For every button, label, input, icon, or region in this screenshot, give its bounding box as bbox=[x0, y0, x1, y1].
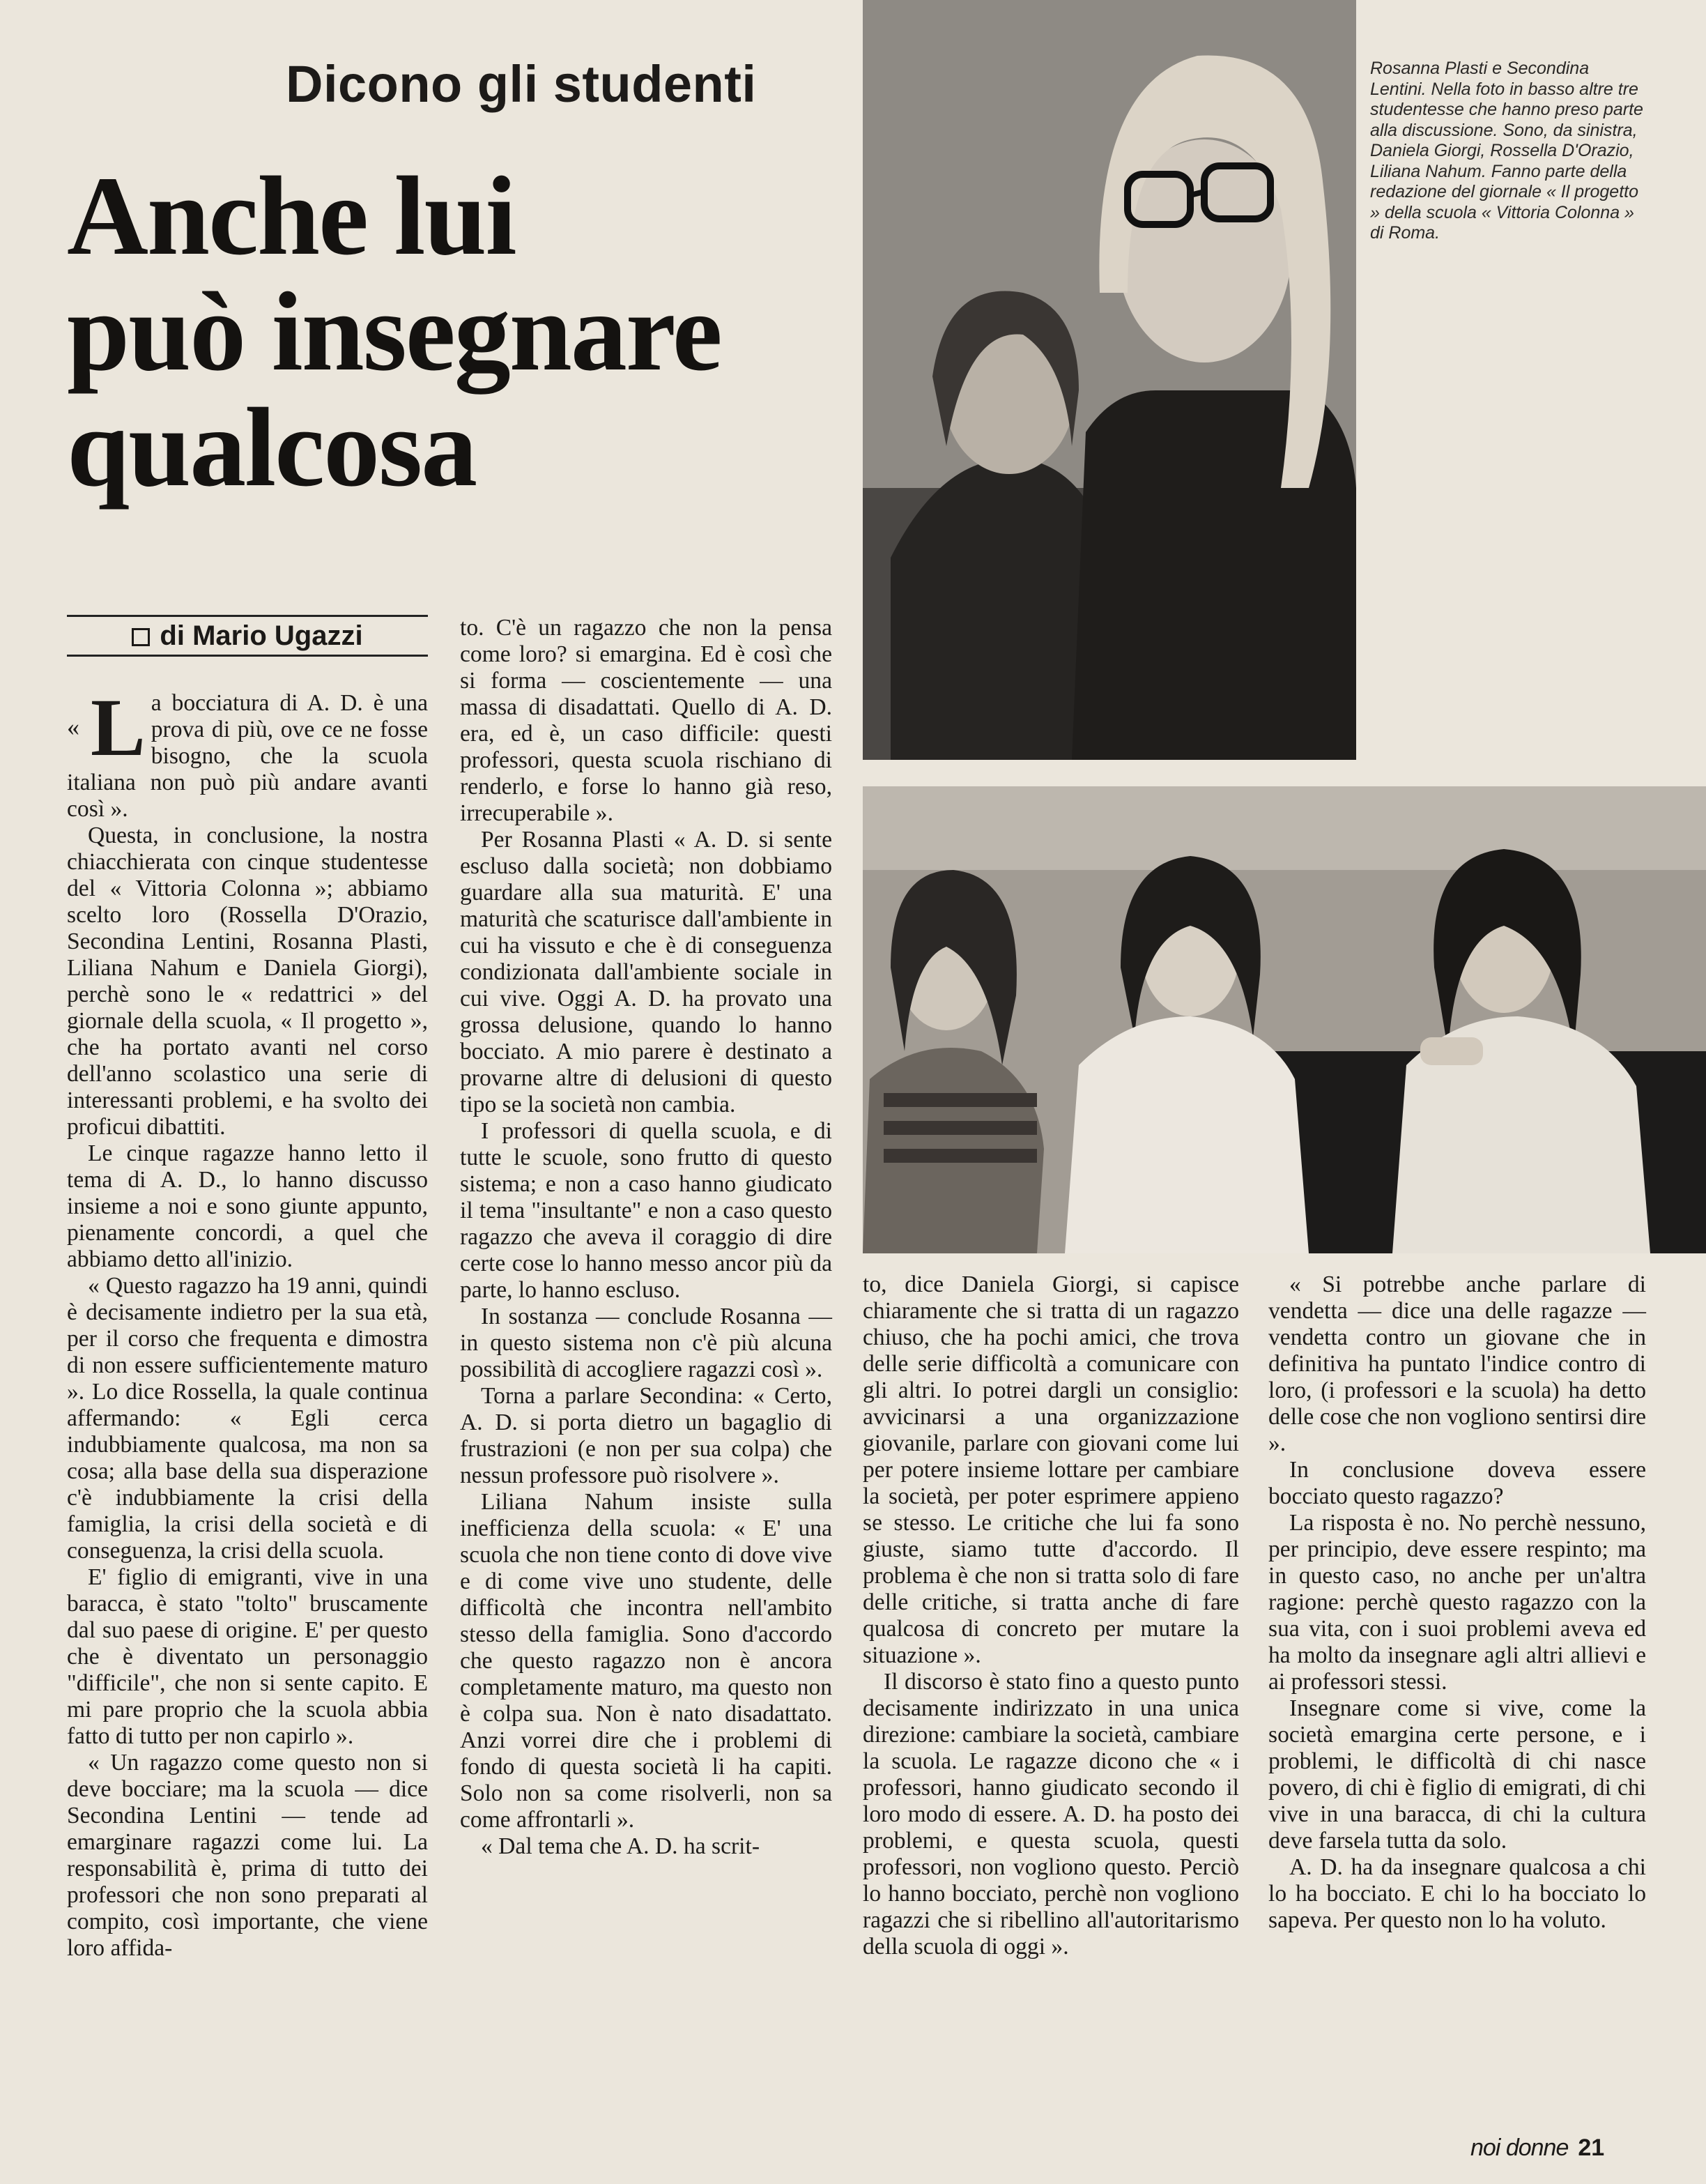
paragraph: Il discorso è stato fino a questo punto decisamente indirizzato in una unica direzione: cambiare la società, cambiare la scuola. Le ragazze dicono che « i professori, hanno giudicato secondo il loro modo di essere. A. D. ha posto dei problemi, e questa scuola, questi professori, non vogliono questo. Perciò lo hanno bocciato, perchè non vogliono ragazzi che si ribellino all'autoritarismo della scuola di oggi ». bbox=[863, 1669, 1239, 1960]
paragraph: « Questo ragazzo ha 19 anni, quindi è decisamente indietro per la sua età, per il corso che frequenta e dimostra di non essere sufficientemente maturo ». Lo dice Rossella, la quale continua affermando: « Egli cerca indubbiamente qualcosa, ma non sa cosa; alla base della sua disperazione c'è indubbiamente la crisi della famiglia, la crisi della società e di conseguenza, la crisi della scuola. bbox=[67, 1273, 428, 1564]
paragraph: In sostanza — conclude Rosanna — in questo sistema non c'è più alcuna possibilità di accogliere ragazzi così ». bbox=[460, 1304, 832, 1382]
paragraph: Questa, in conclusione, la nostra chiacchierata con cinque studentesse del « Vittoria Colonna »; abbiamo scelto loro (Rossella D'Orazio, Secondina Lentini, Rosanna Plasti, Liliana Nahum e Daniela Giorgi), perchè sono le « redattrici » del giornale della scuola, « Il progetto », che ha portato avanti nel corso dell'anno scolastico una serie di interessanti problemi, e ha svolto dei proficui dibattiti. bbox=[67, 823, 428, 1140]
paragraph: A. D. ha da insegnare qualcosa a chi lo ha bocciato. E chi lo ha bocciato lo sapeva. Per questo non lo ha voluto. bbox=[1268, 1854, 1646, 1933]
paragraph: I professori di quella scuola, e di tutte le scuole, sono frutto di questo sistema; e non a caso hanno giudicato il tema "insultante" e non a caso questo ragazzo che aveva il coraggio di dire certe cose lo hanno messo ancor più da parte, lo hanno escluso. bbox=[460, 1118, 832, 1303]
photo-bottom bbox=[863, 786, 1706, 1253]
paragraph: « Un ragazzo come questo non si deve bocciare; ma la scuola — dice Secondina Lentini — tende ad emarginare ragazzi come lui. La responsabilità è, prima di tutto dei professori che non sono preparati al compito, così importante, che viene loro affida- bbox=[67, 1750, 428, 1961]
paragraph: Insegnare come si vive, come la società emargina certe persone, e i problemi, le difficoltà di chi nasce povero, di chi è figlio di emigrati, di chi vive in una baracca, di chi la cultura deve farsela tutta da solo. bbox=[1268, 1695, 1646, 1854]
drop-cap: L bbox=[91, 682, 146, 773]
paragraph: La risposta è no. No perchè nessuno, per principio, deve essere respinto; ma in questo caso, no anche per un'altra ragione: perchè questo ragazzo con la sua vita, con i suoi problemi aveva ed ha molto da insegnare agli altri allievi e ai professori stessi. bbox=[1268, 1510, 1646, 1695]
article-column-3 bbox=[863, 1272, 1239, 2115]
photo-bottom-image bbox=[863, 786, 1706, 1253]
paragraph: « Si potrebbe anche parlare di vendetta — dice una delle ragazze — vendetta contro un giovane che in definitiva ha puntato l'indice contro di loro, (i professori e la scuola) ha detto delle cose che non vogliono sentirsi dire ». bbox=[1268, 1272, 1646, 1456]
paragraph: Per Rosanna Plasti « A. D. si sente escluso dalla società; non dobbiamo guardare alla sua maturità. E' una maturità che scaturisce dall'ambiente in cui ha vissuto e che è di conseguenza condizionata dall'ambiente sociale in cui vive. Oggi A. D. ha provato una grossa delusione, quando lo hanno bocciato. A mio parere è destinato a provarne altre di delusioni di questo tipo se la società non cambia. bbox=[460, 827, 832, 1117]
photo-top-image bbox=[863, 0, 1356, 760]
photo-caption: Rosanna Plasti e Secondina Lentini. Nella foto in basso altre tre studentesse che hanno preso parte alla discussione. Sono, da sinistra, Daniela Giorgi, Rossella D'Orazio, Liliana Nahum. Fanno parte della redazione del giornale « Il progetto » della scuola « Vittoria Colonna » di Roma. bbox=[1370, 59, 1643, 243]
paragraph: to. C'è un ragazzo che non la pensa come loro? si emargina. Ed è così che si forma — coscientemente — una massa di disadattati. Quello di A. D. era, ed è, un caso difficile: questi professori, questa scuola rischiano di renderlo, e forse lo hanno già reso, irrecuperabile ». bbox=[460, 615, 832, 826]
paragraph: « Dal tema che A. D. ha scrit- bbox=[481, 1833, 760, 1859]
photo-top bbox=[863, 0, 1356, 760]
paragraph: Torna a parlare Secondina: « Certo, A. D. si porta dietro un bagaglio di frustrazioni (e non per sua colpa) che nessun professore può risolvere ». bbox=[460, 1383, 832, 1488]
headline-line-3: qualcosa bbox=[67, 385, 477, 510]
byline bbox=[67, 615, 428, 657]
byline-author: di Mario Ugazzi bbox=[160, 620, 363, 651]
paragraph: In conclusione doveva essere bocciato questo ragazzo? bbox=[1268, 1457, 1646, 1509]
kicker: Dicono gli studenti bbox=[286, 55, 757, 113]
page-number: 21 bbox=[1578, 2135, 1605, 2161]
headline-line-1: Anche lui bbox=[67, 154, 516, 279]
article-column-1 bbox=[67, 682, 428, 2112]
headline-line-2: può insegnare bbox=[67, 270, 721, 395]
article-column-4 bbox=[1268, 1272, 1646, 2122]
headline bbox=[67, 154, 833, 510]
opening-quote: « bbox=[67, 713, 79, 741]
paragraph: Liliana Nahum insiste sulla inefficienza della scuola: « E' una scuola che non tiene conto di dove vive e di come vive uno studente, delle difficoltà che incontra nell'ambito stesso della famiglia. Sono d'accordo che questo ragazzo non è ancora completamente maturo, ma questo non è colpa sua. Non è nato disadattato. Anzi vorrei dire che i problemi di fondo di questa società li ha capiti. Solo non sa come risolverli, non sa come affrontarli ». bbox=[460, 1489, 832, 1833]
page-footer bbox=[1470, 2135, 1604, 2162]
square-bullet-icon bbox=[132, 628, 150, 646]
paragraph: E' figlio di emigranti, vive in una baracca, è stato "tolto" bruscamente dal suo paese di origine. E' per questo che è diventato un personaggio "difficile", che non si sente capito. E mi pare proprio che la scuola abbia fatto di tutto per non capirlo ». bbox=[67, 1564, 428, 1749]
paragraph bbox=[67, 682, 428, 823]
article-column-2 bbox=[460, 615, 832, 2114]
paragraph: Le cinque ragazze hanno letto il tema di A. D., lo hanno discusso insieme a noi e sono giunte appunto, pienamente concordi, a quel che abbiamo detto all'inizio. bbox=[67, 1140, 428, 1272]
paragraph-text: a bocciatura di A. D. è una prova di più, ove ce ne fosse bisogno, che la scuola italiana non può più andare avanti così ». bbox=[67, 690, 428, 822]
magazine-name: noi donne bbox=[1470, 2135, 1569, 2161]
paragraph: to, dice Daniela Giorgi, si capisce chiaramente che si tratta di un ragazzo chiuso, che ha pochi amici, che trova delle serie difficoltà a comunicare con gli altri. Io potrei dargli un consiglio: avvicinarsi a una organizzazione giovanile, parlare con giovani come lui per potere insieme lottare per cambiare la società, per poter esprimere appieno se stesso. Le critiche che lui fa sono giuste, siamo tutte d'accordo. Il problema è che non si tratta solo di fare delle critiche, si tratta anche di fare qualcosa di concreto per mutare la situazione ». bbox=[863, 1272, 1239, 1668]
